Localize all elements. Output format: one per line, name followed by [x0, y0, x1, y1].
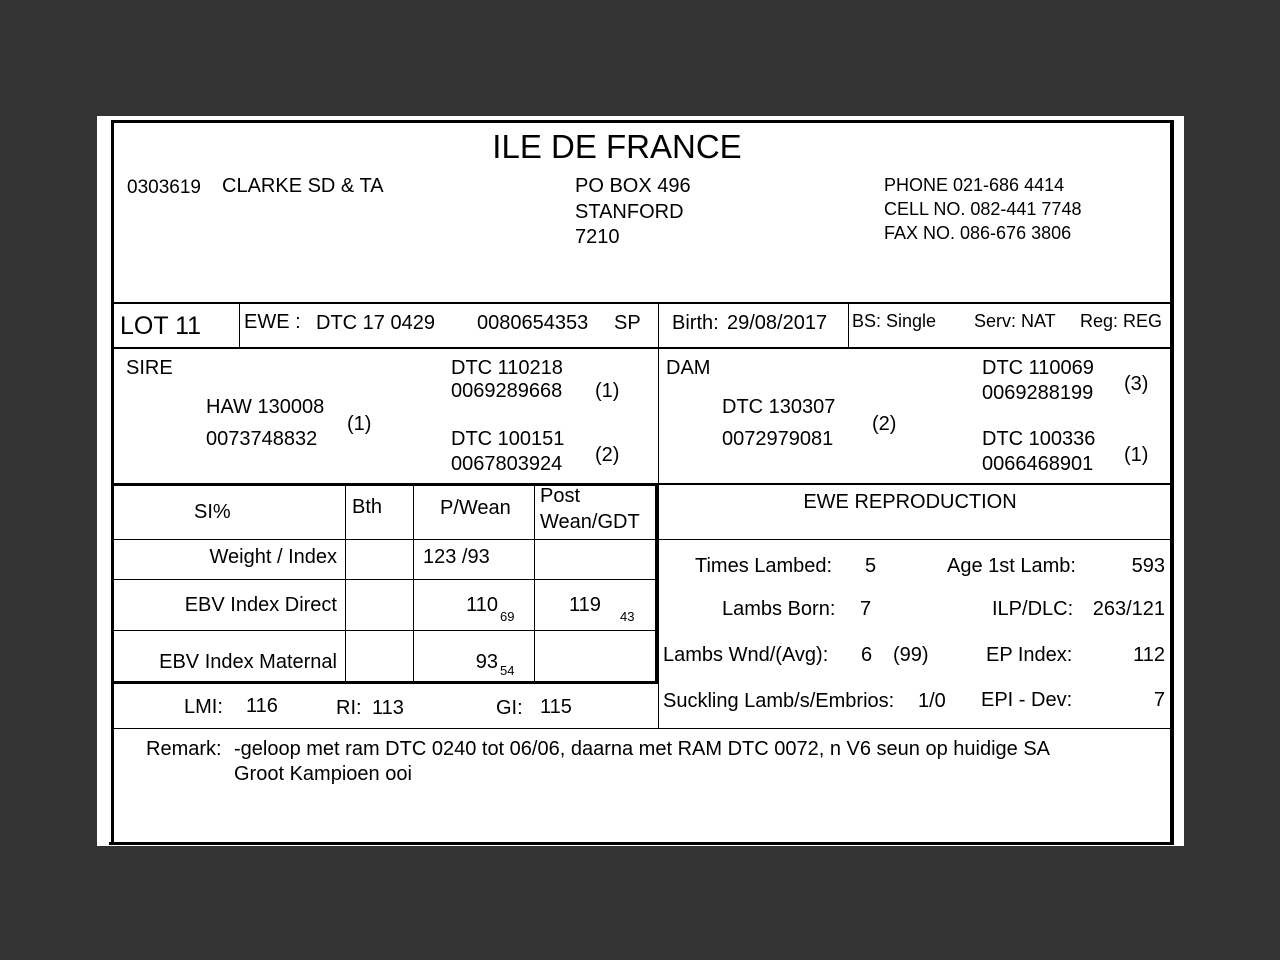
ri-value: 113 [372, 697, 404, 719]
ri-label: RI: [336, 697, 362, 719]
ebv-direct-pwean-accuracy: 69 [500, 609, 515, 624]
ilp-label: ILP/DLC: [992, 598, 1074, 620]
dam-count: (2) [872, 413, 897, 435]
address-line-1: PO BOX 496 [575, 175, 691, 197]
ebv-maternal-label: EBV Index Maternal [159, 651, 337, 673]
pwean-header: P/Wean [440, 497, 511, 519]
perf-col-post-line [534, 485, 535, 682]
lambs-weaned-average: (99) [893, 644, 929, 666]
weight-label: Weight / Index [209, 546, 337, 568]
lambs-born-label: Lambs Born: [722, 598, 836, 620]
si-header: SI% [194, 501, 231, 523]
birth-divider [848, 303, 849, 348]
perf-row1-line [114, 579, 659, 580]
perf-col-bth-line [345, 485, 346, 682]
perf-header-bottom-line [114, 539, 1171, 540]
epi-dev-label: EPI - Dev: [981, 689, 1073, 711]
age-first-lamb-label: Age 1st Lamb: [947, 555, 1076, 577]
dam-sire-count: (3) [1124, 373, 1149, 395]
sire-count: (1) [347, 413, 372, 435]
remark-line-1: -geloop met ram DTC 0240 tot 06/06, daarna met RAM DTC 0072, n V6 seun op huidige SA [234, 738, 1050, 760]
sire-sire-id: DTC 110218 [451, 357, 563, 379]
sire-id: HAW 130008 [206, 396, 325, 418]
registration: Reg: REG [1080, 311, 1163, 331]
sire-dam-count: (2) [595, 444, 620, 466]
gi-label: GI: [496, 697, 523, 719]
ebv-maternal-pwean-accuracy: 54 [500, 663, 515, 678]
bth-header: Bth [352, 496, 383, 518]
ep-index-value: 112 [1133, 644, 1165, 666]
ebv-direct-post-value: 119 [569, 594, 601, 616]
sire-dam-number: 0067803924 [451, 453, 563, 475]
lmi-label: LMI: [184, 696, 223, 718]
dam-dam-number: 0066468901 [982, 453, 1094, 475]
breeder-name: CLARKE SD & TA [222, 175, 384, 197]
lambs-weaned-label: Lambs Wnd/(Avg): [663, 644, 829, 666]
repro-divider [658, 483, 659, 729]
ilp-value: 263/121 [1092, 598, 1165, 620]
ewe-label: EWE : [244, 311, 301, 333]
dam-sire-number: 0069288199 [982, 382, 1094, 404]
fax-number: FAX NO. 086-676 3806 [884, 223, 1072, 243]
birth-status: BS: Single [852, 311, 937, 331]
perf-bottom-thick-line [114, 681, 659, 684]
suckling-value: 1/0 [918, 690, 946, 712]
service-type: Serv: NAT [974, 311, 1056, 331]
epi-dev-value: 7 [1153, 689, 1165, 711]
suckling-label: Suckling Lamb/s/Embrios: [663, 690, 895, 712]
ewe-id: DTC 17 0429 [316, 312, 435, 334]
border-left [111, 120, 114, 844]
post-header-line-1: Post [540, 485, 581, 507]
remark-line-2: Groot Kampioen ooi [234, 763, 412, 785]
sire-sire-count: (1) [595, 380, 620, 402]
times-lambed-label: Times Lambed: [695, 555, 833, 577]
address-line-2: STANFORD [575, 201, 684, 223]
border-top [111, 120, 1174, 123]
birth-date: 29/08/2017 [727, 312, 828, 334]
sire-label: SIRE [126, 357, 173, 379]
ebv-direct-label: EBV Index Direct [184, 594, 337, 616]
ewe-divider [658, 303, 659, 348]
weight-pwean-value: 123 /93 [423, 546, 490, 568]
breeder-number: 0303619 [127, 177, 201, 198]
perf-row2-line [114, 630, 659, 631]
lambs-weaned-value: 6 [861, 644, 873, 666]
reproduction-title: EWE REPRODUCTION [803, 491, 1017, 513]
lot-divider [239, 303, 240, 348]
lot-row-bottom-line [114, 347, 1171, 349]
gi-value: 115 [540, 696, 572, 718]
dam-dam-count: (1) [1124, 444, 1149, 466]
ewe-number: 0080654353 [477, 312, 589, 334]
age-first-lamb-value: 593 [1131, 555, 1165, 577]
dam-sire-id: DTC 110069 [982, 357, 1094, 379]
breed-title: ILE DE FRANCE [492, 128, 742, 165]
lmi-value: 116 [246, 695, 278, 717]
dam-label: DAM [666, 357, 711, 379]
ewe-code: SP [614, 312, 641, 334]
birth-label: Birth: [672, 312, 719, 334]
perf-col-pwean-line [413, 485, 414, 682]
lot-card [97, 116, 1184, 846]
times-lambed-value: 5 [865, 555, 877, 577]
index-row-bottom-line [114, 728, 1171, 729]
post-header-line-2: Wean/GDT [540, 511, 640, 533]
dam-dam-id: DTC 100336 [982, 428, 1096, 450]
lot-row-top-line [114, 302, 1171, 304]
dam-id: DTC 130307 [722, 396, 836, 418]
lot-number: LOT 11 [120, 312, 202, 340]
ebv-direct-post-accuracy: 43 [620, 609, 635, 624]
sire-dam-id: DTC 100151 [451, 428, 565, 450]
cell-number: CELL NO. 082-441 7748 [884, 199, 1082, 219]
phone-number: PHONE 021-686 4414 [884, 175, 1065, 195]
remark-label: Remark: [146, 738, 222, 760]
sire-number: 0073748832 [206, 428, 318, 450]
lambs-born-value: 7 [860, 598, 872, 620]
ep-index-label: EP Index: [986, 644, 1073, 666]
ebv-direct-pwean-value: 110 [466, 594, 498, 616]
address-line-3: 7210 [575, 226, 620, 248]
sire-sire-number: 0069289668 [451, 380, 563, 402]
border-bottom [109, 842, 1174, 845]
pedigree-divider [658, 348, 659, 485]
border-right [1170, 120, 1174, 844]
ebv-maternal-pwean-value: 93 [475, 651, 498, 673]
dam-number: 0072979081 [722, 428, 834, 450]
